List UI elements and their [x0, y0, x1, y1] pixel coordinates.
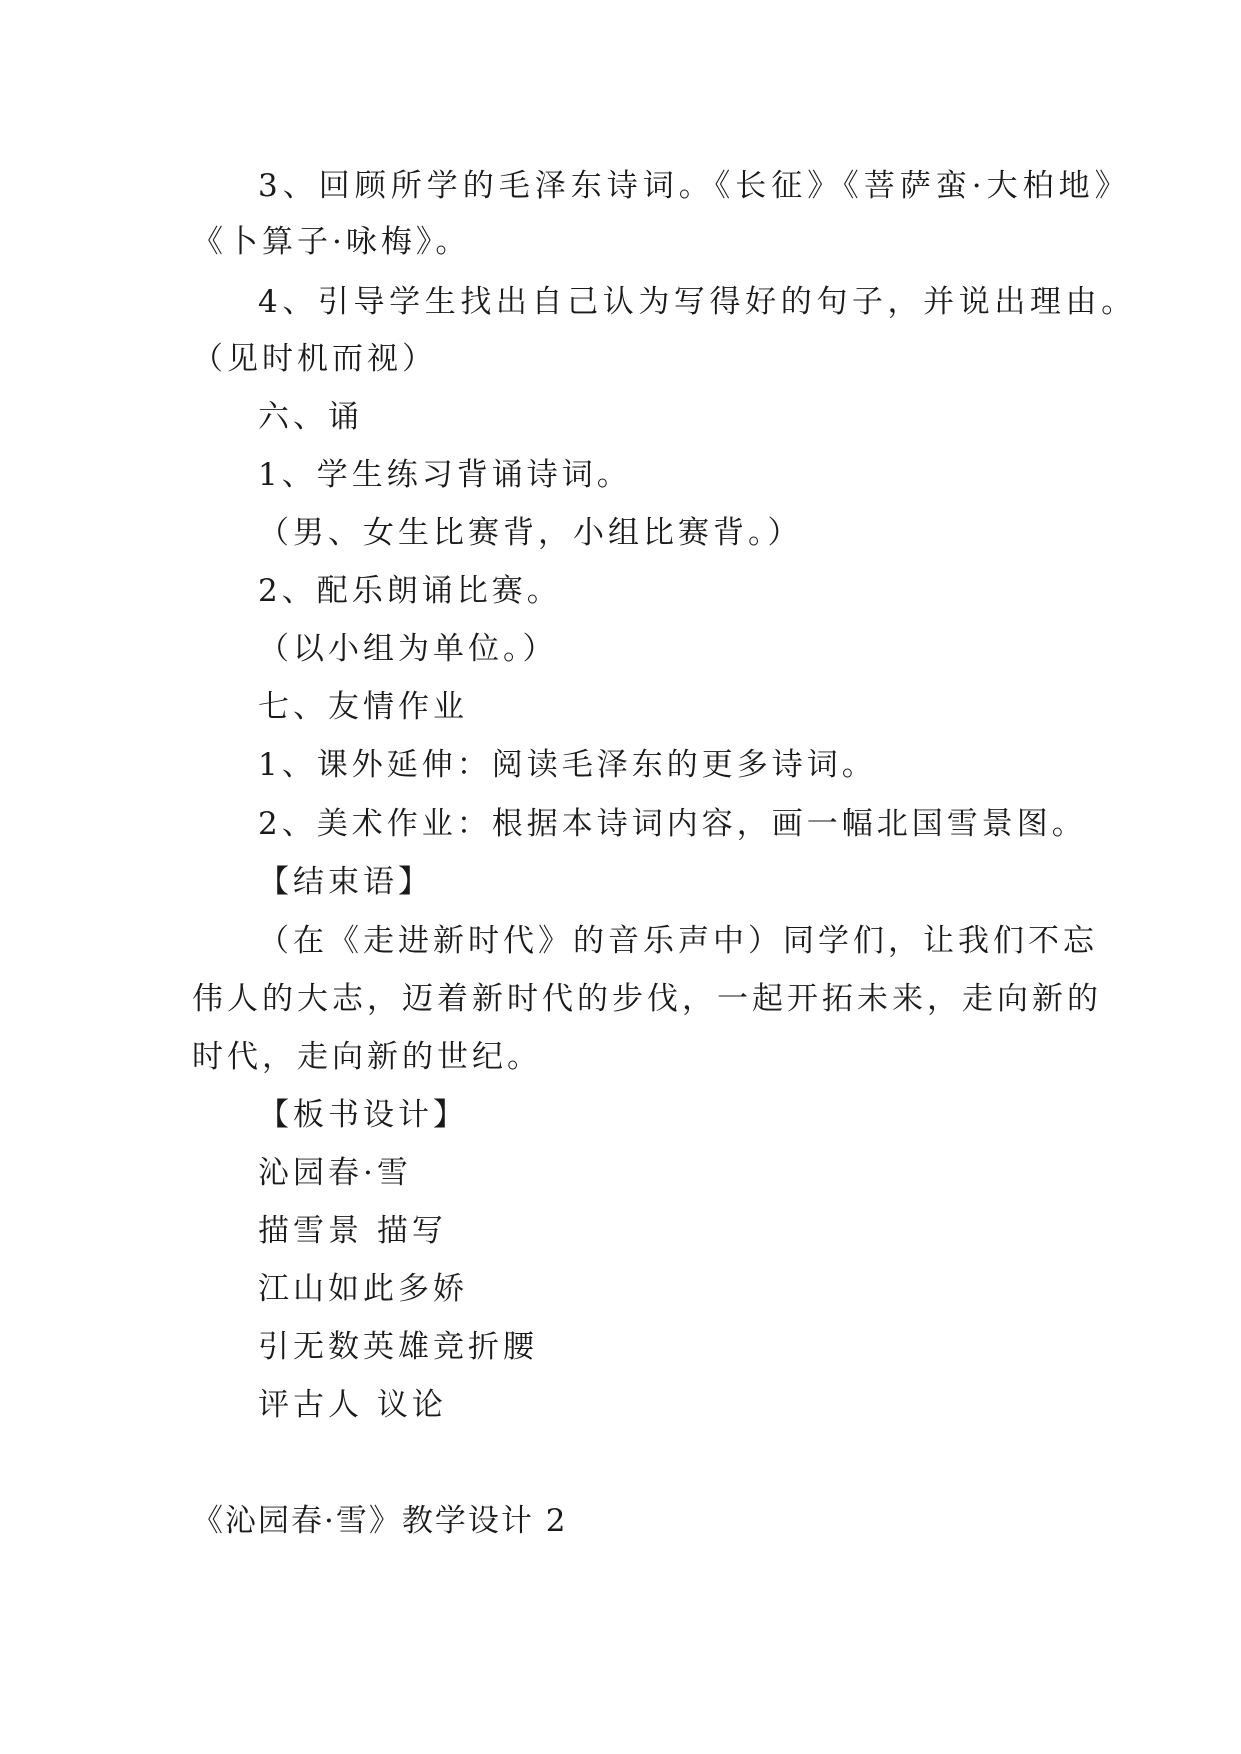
- text-line-review-poems-cont: 《卜算子·咏梅》。: [192, 224, 471, 260]
- board-item-title: 沁园春·雪: [258, 1155, 412, 1191]
- text-line-group-unit: （以小组为单位。）: [258, 631, 558, 667]
- text-line-extended-reading: 1、课外延伸：阅读毛泽东的更多诗词。: [258, 747, 877, 783]
- text-line-guide-students: 4、引导学生找出自己认为写得好的句子，并说出理由。: [258, 284, 1137, 320]
- text-line-review-poems: 3、回顾所学的毛泽东诗词。《长征》《菩萨蛮·大柏地》: [258, 168, 1131, 204]
- board-item-heroes: 引无数英雄竞折腰: [258, 1329, 538, 1365]
- section-heading-recite: 六、诵: [258, 399, 363, 435]
- text-line-music-recital: 2、配乐朗诵比赛。: [258, 573, 562, 609]
- text-line-art-homework: 2、美术作业：根据本诗词内容，画一幅北国雪景图。: [258, 806, 1087, 842]
- board-item-snow-scene: 描雪景 描写: [258, 1213, 447, 1249]
- text-line-practice-recite: 1、学生练习背诵诗词。: [258, 457, 632, 493]
- text-line-guide-note: （见时机而视）: [192, 341, 437, 377]
- text-line-recite-contest: （男、女生比赛背，小组比赛背。）: [258, 515, 803, 551]
- board-item-ancients: 评古人 议论: [258, 1387, 447, 1423]
- paragraph-closing-line-3: 时代，走向新的世纪。: [192, 1039, 542, 1075]
- next-section-title: 《沁园春·雪》教学设计 2: [192, 1503, 568, 1539]
- paragraph-closing-line-2: 伟人的大志，迈着新时代的步伐，一起开拓未来，走向新的: [192, 981, 1102, 1017]
- section-heading-board-design: 【板书设计】: [258, 1097, 468, 1133]
- board-item-landscape: 江山如此多娇: [258, 1271, 468, 1307]
- section-heading-closing: 【结束语】: [258, 864, 433, 900]
- paragraph-closing-line-1: （在《走进新时代》的音乐声中）同学们，让我们不忘: [258, 923, 1098, 959]
- section-heading-homework: 七、友情作业: [258, 689, 468, 725]
